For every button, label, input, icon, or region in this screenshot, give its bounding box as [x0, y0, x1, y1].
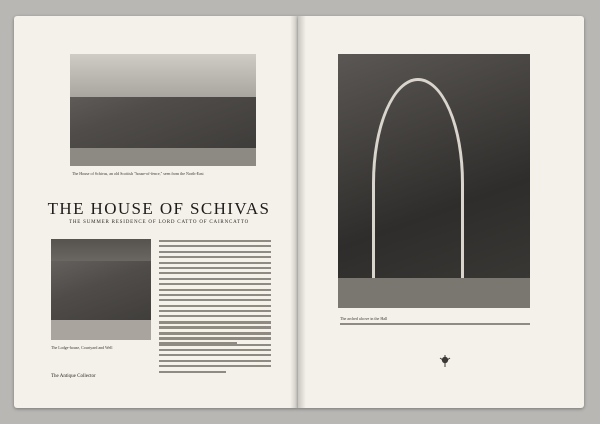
left-page [14, 16, 298, 408]
hall-alcove-photo [338, 54, 530, 308]
lodge-photo-caption: The Lodge-house, Courtyard and Well [51, 345, 113, 350]
magazine-spread [14, 16, 584, 408]
lodge-house-photo [51, 239, 151, 340]
top-photo-caption: The House of Schivas, an old Scottish "house-of-fence," seen from the North-East [72, 171, 204, 176]
article-body-text-continued [159, 322, 271, 376]
page-footer: The Antique Collector [51, 374, 96, 379]
alcove-arch [372, 78, 464, 288]
thistle-ornament-icon [436, 354, 454, 368]
article-title: THE HOUSE OF SCHIVAS [47, 199, 271, 218]
hall-photo-caption: The arched alcove in the Hall [340, 316, 388, 321]
page-gutter [290, 16, 306, 408]
hall-photo-caption-lines [340, 323, 530, 328]
house-exterior-photo [70, 54, 256, 166]
right-page [298, 16, 584, 408]
article-subtitle: THE SUMMER RESIDENCE OF LORD CATTO OF CAIRNCATTO [68, 220, 250, 225]
